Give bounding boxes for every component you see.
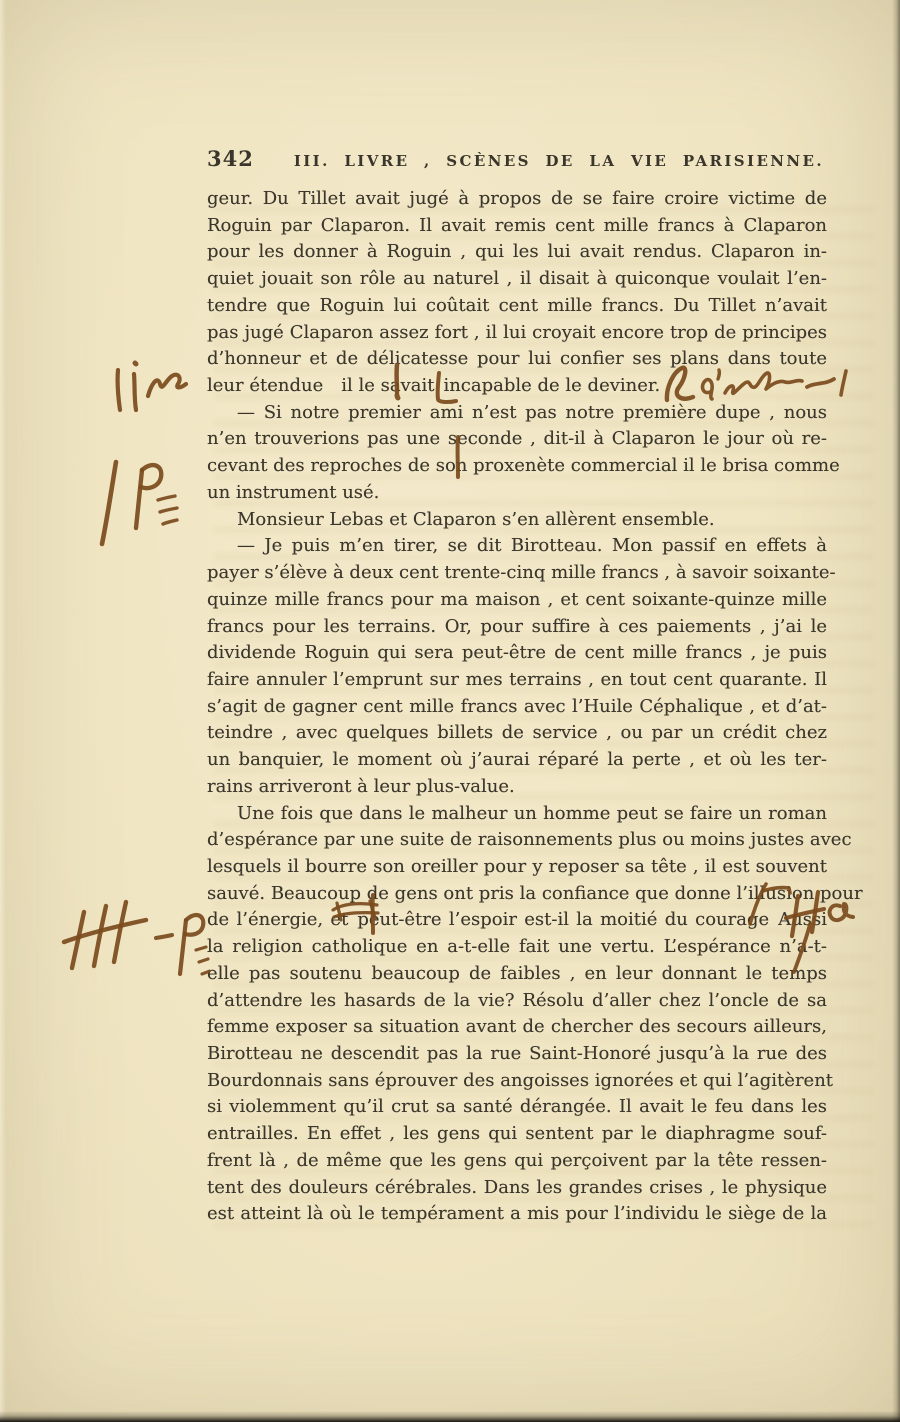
- ink-caret-before-incapable-mark: [430, 370, 460, 408]
- text-line: la religion catholique en a-t-elle fait une vertu. L’espérance n’a-t-: [207, 936, 827, 958]
- text-line: Une fois que dans le malheur un homme peut se faire un roman: [237, 802, 827, 824]
- handwritten-left-margin-mark-2: [86, 456, 192, 550]
- text-line: francs pour les terrains. Or, pour suffire à ces paiements , j’ai le: [207, 615, 827, 637]
- handwritten-d-ailleurs-annotation: [655, 358, 855, 414]
- handwritten-left-margin-mark-1: [108, 352, 194, 426]
- text-line: quinze mille francs pour ma maison , et cent soixante-quinze mille: [207, 588, 827, 610]
- text-line: elle pas soutenu beaucoup de faibles , en leur donnant le temps: [207, 962, 827, 984]
- text-line: dividende Roguin qui sera peut-être de cent mille francs , je puis: [207, 642, 827, 664]
- text-line: d’espérance par une suite de raisonnements plus ou moins justes avec: [207, 829, 852, 851]
- text-line: un instrument usé.: [207, 481, 380, 503]
- text-line: frent là , de même que les gens qui perçoivent par la tête ressen-: [207, 1149, 827, 1171]
- text-line: femme exposer sa situation avant de chercher des secours ailleurs,: [207, 1016, 827, 1038]
- text-line: tent des douleurs cérébrales. Dans les grandes crises , le physique: [207, 1176, 827, 1198]
- text-line: tendre que Roguin lui coûtait cent mille francs. Du Tillet n’avait: [207, 294, 827, 316]
- text-line: rains arriveront à leur plus-value.: [207, 775, 515, 797]
- text-line: d’honneur et de délicatesse pour lui confier ses plans dans toute: [207, 348, 827, 370]
- handwritten-h-a-annotation: [782, 884, 856, 980]
- text-line: Roguin par Claparon. Il avait remis cent mille francs à Claparon: [207, 214, 827, 236]
- text-line: leur étendue il le savait incapable de le deviner.: [207, 375, 661, 397]
- body-text: [207, 186, 863, 1228]
- text-line: payer s’élève à deux cent trente-cinq mille francs , à savoir soixante-: [207, 562, 836, 584]
- ink-stroke-on-proxenete-mark: [452, 434, 464, 480]
- text-line: entrailles. En effet , les gens qui sentent par le diaphragme souf-: [207, 1123, 827, 1145]
- text-line: quiet jouait son rôle au naturel , il disait à quiconque voulait l’en-: [207, 268, 827, 290]
- text-line: de l’énergie, et peut-être l’espoir est-il la moitié du courage Aussi: [207, 909, 827, 931]
- ink-stroke-on-peut-etre-mark: [366, 892, 380, 936]
- handwritten-left-margin-mark-3: [58, 890, 210, 992]
- text-line: — Je puis m’en tirer, se dit Birotteau. Mon passif en effets à: [237, 535, 827, 557]
- text-line: pas jugé Claparon assez fort , il lui croyait encore trop de principes: [207, 321, 827, 343]
- text-line: n’en trouverions pas une seconde , dit-il à Claparon le jour où re-: [207, 428, 827, 450]
- page-number: 342: [207, 146, 254, 171]
- ink-stroke-after-etendue-mark: [390, 362, 404, 402]
- page-header: [207, 146, 829, 171]
- text-line: faire annuler l’emprunt sur mes terrains , en tout cent quarante. Il: [207, 668, 827, 690]
- text-line: est atteint là où le tempérament a mis pour l’individu le siège de la: [207, 1203, 827, 1225]
- text-line: Monsieur Lebas et Claparon s’en allèrent ensemble.: [237, 508, 715, 530]
- text-line: Birotteau ne descendit pas la rue Saint-Honoré jusqu’à la rue des: [207, 1043, 827, 1064]
- scan-edge-right: [892, 0, 900, 1422]
- text-line: pour les donner à Roguin , qui les lui avait rendus. Claparon in-: [207, 241, 827, 263]
- text-line: s’agit de gagner cent mille francs avec l’Huile Céphalique , et d’at-: [207, 695, 827, 717]
- text-line: — Si notre premier ami n’est pas notre première dupe , nous: [237, 401, 827, 423]
- text-line: cevant des reproches de son proxenète commercial il le brisa comme: [207, 455, 840, 477]
- text-line: teindre , avec quelques billets de service , ou par un crédit chez: [207, 722, 827, 744]
- scan-edge-left: [0, 0, 6, 1422]
- text-line: d’attendre les hasards de la vie? Résolu d’aller chez l’oncle de sa: [207, 989, 827, 1011]
- running-title: III. LIVRE , SCÈNES DE LA VIE PARISIENNE.: [293, 152, 824, 170]
- text-line: Bourdonnais sans éprouver des angoisses ignorées et qui l’agitèrent: [207, 1069, 834, 1091]
- text-line: si violemment qu’il crut sa santé dérangée. Il avait le feu dans les: [207, 1096, 827, 1118]
- text-line: geur. Du Tillet avait jugé à propos de se faire croire victime de: [207, 188, 827, 209]
- text-line: sauvé. Beaucoup de gens ont pris la confiance que donne l’illusion pour: [207, 882, 863, 904]
- text-line: lesquels il bourre son oreiller pour y reposer sa tête , il est souvent: [207, 855, 827, 877]
- text-line: un banquier, le moment où j’aurai réparé la perte , et où les ter-: [207, 749, 827, 771]
- scan-edge-bottom: [0, 1411, 900, 1422]
